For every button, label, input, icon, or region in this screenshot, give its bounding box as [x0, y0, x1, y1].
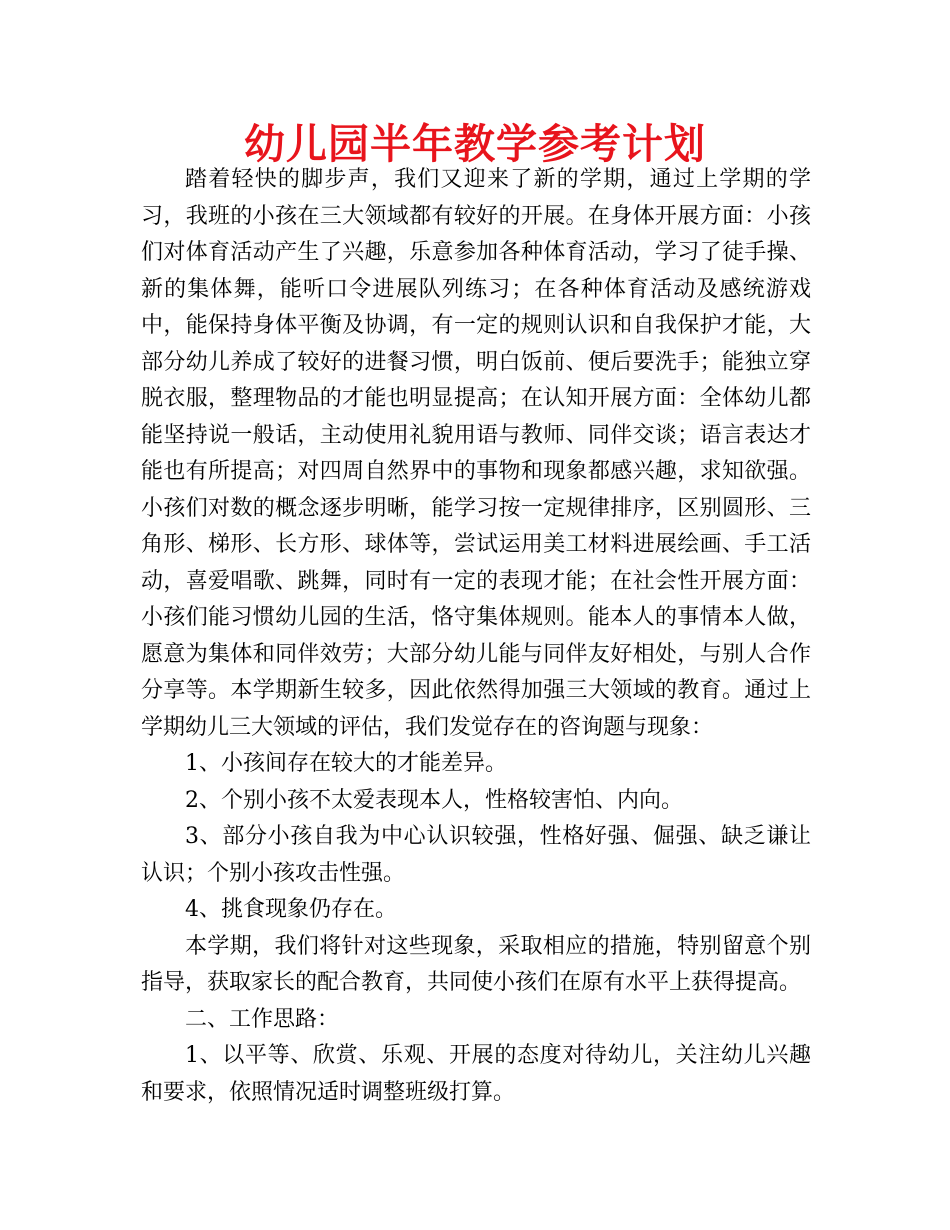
problem-item-1: 1、小孩间存在较大的才能差异。	[185, 751, 507, 776]
document-body	[141, 162, 811, 1111]
section-heading-work-ideas: 二、工作思路：	[185, 1006, 340, 1032]
document-title: 幼儿园半年教学参考计划	[244, 120, 706, 168]
intro-paragraph: 踏着轻快的脚步声，我们又迎来了新的学期，通过上学期的学习，我班的小孩在三大领域都有较好的开展。在身体开展方面：小孩们对体育活动产生了兴趣，乐意参加各种体育活动，学习了徒手操、新的集体舞，能听口令进展队列练习；在各种体育活动及感统游戏中，能保持身体平衡及协调，有一定的规则认识和自我保护才能，大部分幼儿养成了较好的进餐习惯，明白饭前、便后要洗手；能独立穿脱衣服，整理物品的才能也明显提高；在认知开展方面：全体幼儿都能坚持说一般话，主动使用礼貌用语与教师、同伴交谈；语言表达才能也有所提高；对四周自然界中的事物和现象都感兴趣，求知欲强。小孩们对数的概念逐步明晰，能学习按一定规律排序，区别圆形、三角形、梯形、长方形、球体等，尝试运用美工材料进展绘画、手工活动，喜爱唱歌、跳舞，同时有一定的表现才能；在社会性开展方面：小孩们能习惯幼儿园的生活，恪守集体规则。能本人的事情本人做，愿意为集体和同伴效劳；大部分幼儿能与同伴友好相处，与别人合作分享等。本学期新生较多，因此依然得加强三大领域的教育。通过上学期幼儿三大领域的评估，我们发觉存在的咨询题与现象：	[141, 167, 811, 740]
work-idea-item-1: 1、以平等、欣赏、乐观、开展的态度对待幼儿，关注幼儿兴趣和要求，依照情况适时调整班级打算。	[141, 1043, 811, 1105]
problem-item-4: 4、挑食现象仍存在。	[185, 897, 397, 922]
problem-item-2: 2、个别小孩不太爱表现本人，性格较害怕、内向。	[185, 787, 683, 813]
measures-paragraph: 本学期，我们将针对这些现象，采取相应的措施，特别留意个别指导，获取家长的配合教育，共同使小孩们在原有水平上获得提高。	[141, 933, 811, 995]
problem-item-3: 3、部分小孩自我为中心认识较强，性格好强、倔强、缺乏谦让认识；个别小孩攻击性强。	[141, 824, 811, 886]
